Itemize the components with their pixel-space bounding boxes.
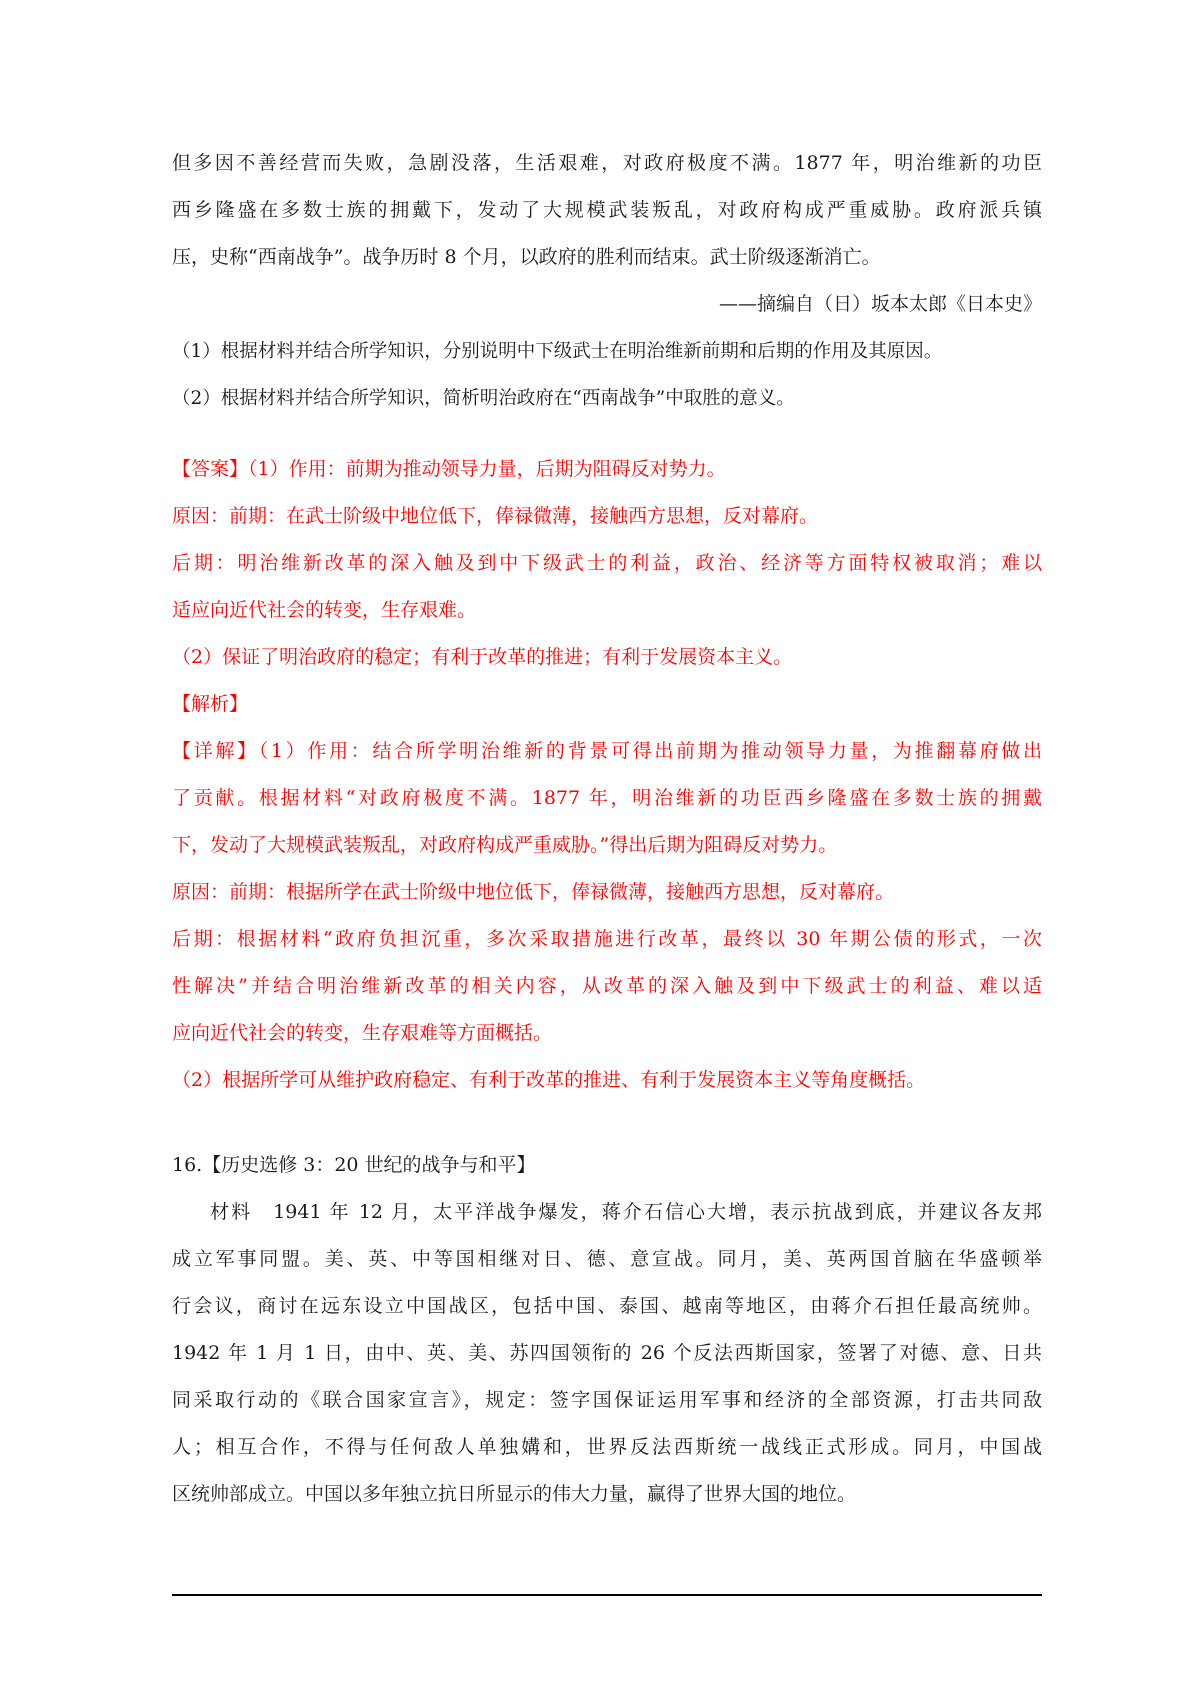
question16-title: 16.【历史选修 3：20 世纪的战争与和平】 bbox=[172, 1154, 536, 1176]
question16-material-line: 同采取行动的《联合国家宣言》，规定：签字国保证运用军事和经济的全部资源，打击共同敌 bbox=[172, 1389, 1042, 1411]
document-page bbox=[172, 140, 1042, 1518]
analysis-line: 后期：根据材料“政府负担沉重，多次采取措施进行改革，最终以 30 年期公债的形式，一次 bbox=[172, 928, 1042, 950]
analysis-line: 了贡献。根据材料“对政府极度不满。1877 年，明治维新的功臣西乡隆盛在多数士族的拥戴 bbox=[172, 787, 1042, 809]
question16-material-line: 材料 1941 年 12 月，太平洋战争爆发，蒋介石信心大增，表示抗战到底，并建议各友邦 bbox=[210, 1201, 1042, 1223]
question16-material-line: 人；相互合作，不得与任何敌人单独媾和，世界反法西斯统一战线正式形成。同月，中国战 bbox=[172, 1436, 1042, 1458]
question-item: （1）根据材料并结合所学知识，分别说明中下级武士在明治维新前期和后期的作用及其原因。 bbox=[172, 341, 943, 362]
analysis-line: 原因：前期：根据所学在武士阶级中地位低下，俸禄微薄，接触西方思想，反对幕府。 bbox=[172, 881, 895, 903]
answer-line: 原因：前期：在武士阶级中地位低下，俸禄微薄，接触西方思想，反对幕府。 bbox=[172, 505, 819, 527]
analysis-line: 【详解】（1）作用：结合所学明治维新的背景可得出前期为推动领导力量，为推翻幕府做出 bbox=[172, 740, 1042, 762]
question16-material-line: 成立军事同盟。美、英、中等国相继对日、德、意宣战。同月，美、英两国首脑在华盛顿举 bbox=[172, 1248, 1042, 1270]
answer-line: （2）保证了明治政府的稳定；有利于改革的推进；有利于发展资本主义。 bbox=[172, 646, 793, 668]
answer-line: 【答案】（1）作用：前期为推动领导力量，后期为阻碍反对势力。 bbox=[172, 458, 726, 480]
material-line: 但多因不善经营而失败，急剧没落，生活艰难，对政府极度不满。1877 年，明治维新的功臣 bbox=[172, 152, 1042, 174]
material-source: ——摘编自（日）坂本太郎《日本史》 bbox=[718, 293, 1042, 315]
analysis-line: 下，发动了大规模武装叛乱，对政府构成严重威胁。”得出后期为阻碍反对势力。 bbox=[172, 834, 838, 856]
question16-material-line: 行会议，商讨在远东设立中国战区，包括中国、泰国、越南等地区，由蒋介石担任最高统帅。 bbox=[172, 1295, 1042, 1317]
footer-rule bbox=[172, 1594, 1042, 1596]
spacer bbox=[172, 422, 1042, 446]
analysis-heading: 【解析】 bbox=[172, 693, 249, 715]
spacer bbox=[172, 1104, 1042, 1142]
question16-material-line: 区统帅部成立。中国以多年独立抗日所显示的伟大力量，赢得了世界大国的地位。 bbox=[172, 1483, 857, 1505]
material-line: 压，史称“西南战争”。战争历时 8 个月，以政府的胜利而结束。武士阶级逐渐消亡。 bbox=[172, 246, 881, 268]
analysis-line: 应向近代社会的转变，生存艰难等方面概括。 bbox=[172, 1022, 553, 1044]
answer-line: 适应向近代社会的转变，生存艰难。 bbox=[172, 599, 477, 621]
analysis-line: （2）根据所学可从维护政府稳定、有利于改革的推进、有利于发展资本主义等角度概括。 bbox=[172, 1069, 926, 1091]
question16-material-line: 1942 年 1 月 1 日，由中、英、美、苏四国领衔的 26 个反法西斯国家，签署了对德、意、日共 bbox=[172, 1342, 1042, 1364]
question-item: （2）根据材料并结合所学知识，简析明治政府在“西南战争”中取胜的意义。 bbox=[172, 388, 795, 409]
answer-line: 后期：明治维新改革的深入触及到中下级武士的利益，政治、经济等方面特权被取消；难以 bbox=[172, 552, 1042, 574]
analysis-line: 性解决”并结合明治维新改革的相关内容，从改革的深入触及到中下级武士的利益、难以适 bbox=[172, 975, 1042, 997]
material-line: 西乡隆盛在多数士族的拥戴下，发动了大规模武装叛乱，对政府构成严重威胁。政府派兵镇 bbox=[172, 199, 1042, 221]
